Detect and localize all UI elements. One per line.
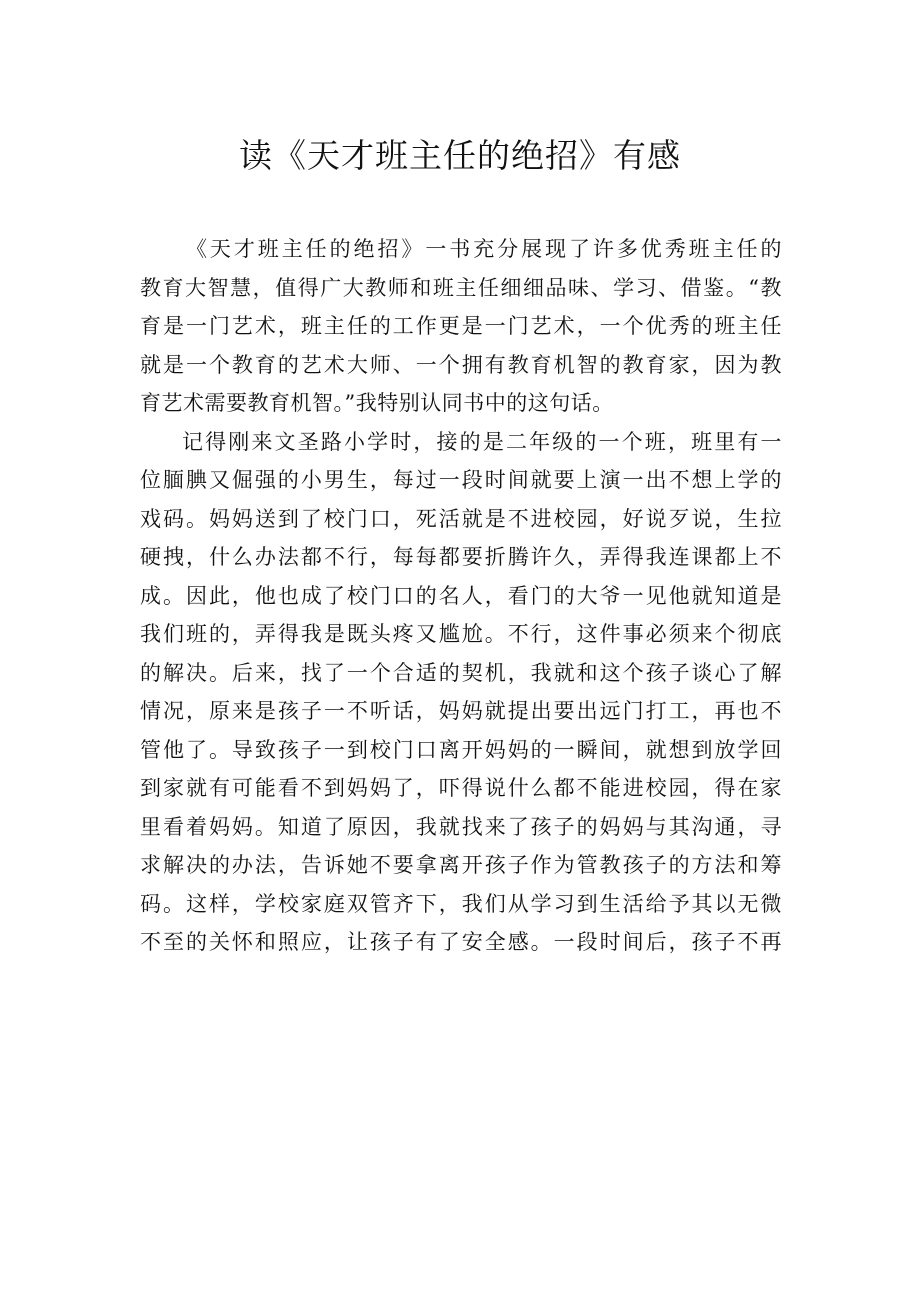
paragraph-2 (140, 423, 782, 962)
text-line: 戏码。妈妈送到了校门口，死活就是不进校园，好说歹说，生拉 (140, 506, 782, 531)
text-line: 成。因此，他也成了校门口的名人，看门的大爷一见他就知道是 (140, 583, 782, 608)
text-line: 码。这样，学校家庭双管齐下，我们从学习到生活给予其以无微 (140, 891, 782, 916)
text-line: 到家就有可能看不到妈妈了，吓得说什么都不能进校园，得在家 (140, 776, 782, 800)
text-line: 记得刚来文圣路小学时，接的是二年级的一个班，班里有一 (182, 429, 782, 454)
text-line: 里看着妈妈。知道了原因，我就找来了孩子的妈妈与其沟通，寻 (140, 814, 782, 839)
text-line: 的解决。后来，找了一个合适的契机，我就和这个孩子谈心了解 (140, 660, 782, 685)
text-line: 就是一个教育的艺术大师、一个拥有教育机智的教育家，因为教 (140, 352, 782, 377)
text-line: 管他了。导致孩子一到校门口离开妈妈的一瞬间，就想到放学回 (140, 737, 782, 762)
document-body (140, 230, 782, 962)
text-line: 《天才班主任的绝招》一书充分展现了许多优秀班主任的 (186, 237, 782, 261)
text-line: 情况，原来是孩子一不听话，妈妈就提出要出远门打工，再也不 (140, 699, 782, 723)
text-line: 硬拽，什么办法都不行，每每都要折腾许久，弄得我连课都上不 (140, 545, 782, 569)
text-line: 不至的关怀和照应，让孩子有了安全感。一段时间后，孩子不再 (140, 930, 782, 954)
text-line: 位腼腆又倔强的小男生，每过一段时间就要上演一出不想上学的 (140, 468, 782, 492)
document-title: 读《天才班主任的绝招》有感 (239, 136, 681, 175)
text-line: 育是一门艺术，班主任的工作更是一门艺术，一个优秀的班主任 (140, 314, 782, 338)
text-line: 教育大智慧，值得广大教师和班主任细细品味、学习、借鉴。“教 (140, 275, 782, 300)
text-line: 求解决的办法，告诉她不要拿离开孩子作为管教孩子的方法和筹 (140, 853, 782, 877)
paragraph-1 (140, 230, 782, 423)
text-line: 我们班的，弄得我是既头疼又尴尬。不行，这件事必须来个彻底 (140, 622, 782, 646)
text-line: 育艺术需要教育机智。”我特别认同书中的这句话。 (140, 391, 614, 415)
